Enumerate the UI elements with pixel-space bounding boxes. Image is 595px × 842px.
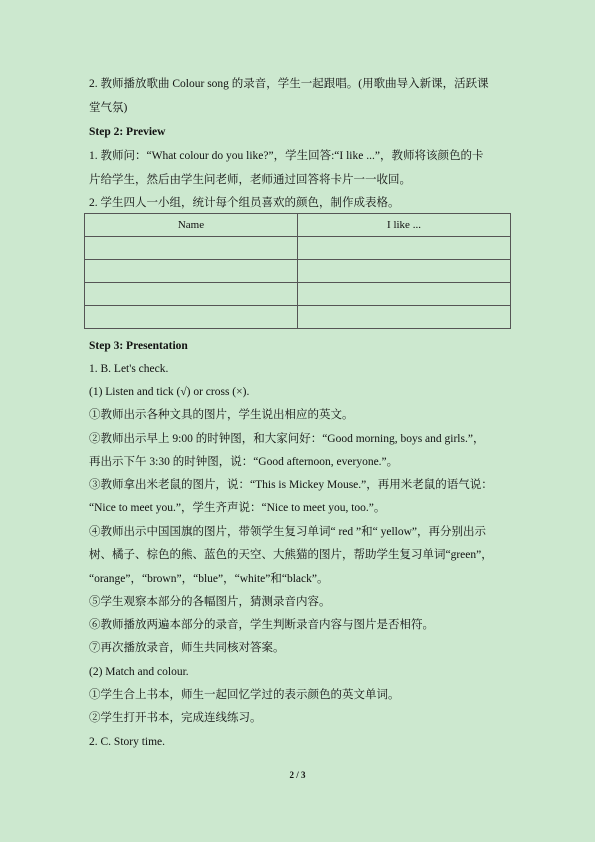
table-header-row (85, 214, 511, 237)
heading-step-3: Step 3: Presentation (89, 340, 188, 352)
paragraph-step-5: ⑤学生观察本部分的各幅图片，猜测录音内容。 (89, 596, 331, 608)
paragraph-preview-1-cont: 片给学生，然后由学生问老师，老师通过回答将卡片一一收回。 (89, 174, 411, 186)
paragraph-match-1: ①学生合上书本，师生一起回忆学过的表示颜色的英文单词。 (89, 689, 400, 701)
paragraph-step-4: ④教师出示中国国旗的图片，带领学生复习单词“ red ”和“ yellow”，再分别出示 (89, 526, 487, 538)
paragraph-step-4-cont2: “orange”，“brown”，“blue”，“white”和“black”。 (89, 573, 329, 585)
paragraph-step-4-cont: 树、橘子、棕色的熊、蓝色的天空、大熊猫的图片，帮助学生复习单词“green”， (89, 549, 493, 561)
paragraph-match-colour: (2) Match and colour. (89, 666, 189, 678)
table-cell (85, 260, 298, 283)
table-cell (298, 260, 511, 283)
paragraph-step-1: ①教师出示各种文具的图片，学生说出相应的英文。 (89, 409, 354, 421)
table-row (85, 306, 511, 329)
color-survey-table (84, 213, 511, 329)
paragraph-step-2-cont: 再出示下午 3:30 的时钟图，说：“Good afternoon, everyone.”。 (89, 456, 399, 468)
table-cell (85, 306, 298, 329)
page-number: 2 / 3 (289, 770, 306, 780)
paragraph-step-6: ⑥教师播放两遍本部分的录音，学生判断录音内容与图片是否相符。 (89, 619, 434, 631)
table-row (85, 260, 511, 283)
paragraph-step-2: ②教师出示早上 9:00 的时钟图，和大家问好：“Good morning, boys and girls.”， (89, 433, 485, 445)
table-cell (298, 237, 511, 260)
heading-step-2: Step 2: Preview (89, 126, 166, 138)
table-cell (85, 237, 298, 260)
paragraph-step-3: ③教师拿出米老鼠的图片，说：“This is Mickey Mouse.”，再用米老鼠的语气说： (89, 479, 493, 491)
paragraph-lets-check: 1. B. Let's check. (89, 363, 169, 375)
table-cell (85, 283, 298, 306)
paragraph-step-3-cont: “Nice to meet you.”，学生齐声说：“Nice to meet you, too.”。 (89, 502, 386, 514)
header-name: Name (85, 214, 298, 237)
paragraph-match-2: ②学生打开书本，完成连线练习。 (89, 712, 262, 724)
paragraph-preview-2: 2. 学生四人一小组，统计每个组员喜欢的颜色，制作成表格。 (89, 197, 400, 209)
paragraph-song-cont: 堂气氛) (89, 102, 128, 114)
header-i-like: I like ... (298, 214, 511, 237)
table-cell (298, 283, 511, 306)
paragraph-preview-1: 1. 教师问：“What colour do you like?”，学生回答:“I like ...”，教师将该颜色的卡 (89, 150, 484, 162)
paragraph-listen-tick: (1) Listen and tick (√) or cross (×). (89, 386, 250, 398)
table-row (85, 237, 511, 260)
paragraph-story-time: 2. C. Story time. (89, 736, 166, 748)
table-cell (298, 306, 511, 329)
paragraph-song: 2. 教师播放歌曲 Colour song 的录音，学生一起跟唱。(用歌曲导入新课，活跃课 (89, 78, 489, 90)
paragraph-step-7: ⑦再次播放录音，师生共同核对答案。 (89, 642, 285, 654)
table-row (85, 283, 511, 306)
